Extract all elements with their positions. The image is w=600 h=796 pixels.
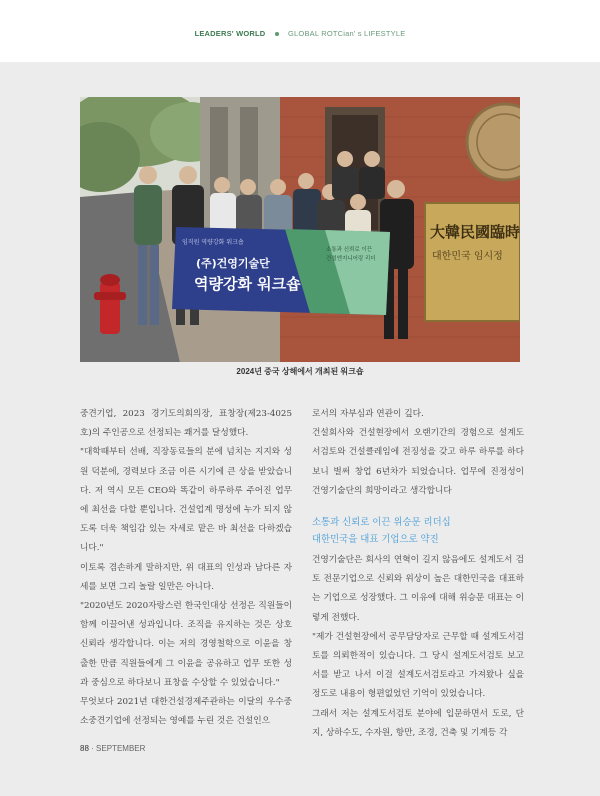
- article-column-left: [80, 405, 292, 731]
- running-header: [0, 29, 600, 38]
- paragraph: "2020년도 2020자랑스런 한국인대상 선정은 직원들이 함께 이끌어낸 성과입니다. 조직을 유지하는 것은 상호 신뢰라 생각합니다. 이는 저의 경영철학으로 이윤을 창출한 만큼 직원들에게 그 이윤을 공유하고 업무 또한 성과 중심으로 하다보니 표창을 수상할 수 있었습니다.": [80, 601, 292, 688]
- paragraph: 무엇보다 2021년 대한건설경제주관하는 이달의 우수중소중견기업에 선정되는 영예를 누린 것은 건설인으: [80, 697, 292, 727]
- paragraph: 이토록 겸손하게 말하지만, 위 대표의 인성과 남다른 자세를 보면 그리 놀랄 일만은 아니다.: [80, 562, 292, 592]
- paragraph: "대학때부터 선배, 직장동료들의 분에 넘치는 지지와 성원 덕분에, 경력보다 조금 이른 시기에 큰 상을 받았습니다. 저 역시 모든 CEO와 똑같이 하루하루 주어진 업무에 최선을 다할 뿐입니다. 건설업계 명성에 누가 되지 않도록 더욱 책임감 있는 자세로 맡은 바 최선을 다하겠습니다.": [80, 447, 292, 554]
- folio-separator: ·: [91, 744, 94, 753]
- paragraph: 건설회사와 건설현장에서 오랜기간의 경험으로 설계도서검토와 건설클레임에 전징성을 갖고 하루 하루를 하다보니 벌써 창업 6년차가 되었습니다. 업무에 진정성이 건영기술단의 희망이라고 생각합니다: [312, 428, 524, 496]
- sign-text: 大韓民國臨時: [430, 223, 520, 241]
- page-folio: [80, 744, 145, 753]
- section-subhead: [312, 514, 524, 548]
- paragraph: 중견기업, 2023 경기도의회의장, 표창장(제23-4025호)의 주인공으로 선정되는 쾌거를 달성했다.: [80, 409, 292, 439]
- banner-small: 임직원 역량강화 워크숍: [182, 239, 244, 246]
- sign-sub: 대한민국 임시정: [432, 251, 503, 262]
- banner-title: 역량강화 워크숍: [194, 275, 301, 293]
- folio-month: SEPTEMBER: [96, 744, 146, 753]
- subhead-line: 대한민국을 대표 기업으로 약진: [312, 534, 439, 546]
- banner-company: (주)건영기술단: [196, 257, 270, 270]
- paragraph: "제가 건설현장에서 공무담당자로 근무할 때 설계도서검토를 의뢰한적이 있습니다. 그 당시 설계도서검토 보고서를 받고 나서 이걸 설계도서검토라고 가져왔나 싶을 정도로 내용이 형편없었던 기억이 있었습니다.: [312, 631, 524, 700]
- subhead-line: 소통과 신뢰로 이끈 위승문 리더십: [312, 517, 451, 529]
- photo-caption: 2024년 중국 상해에서 개최된 워크숍: [236, 367, 364, 376]
- subsection-title: GLOBAL ROTCian' s LIFESTYLE: [288, 29, 406, 38]
- paragraph: 건영기술단은 회사의 연혁이 길지 않음에도 설계도서 검토 전문기업으로 신뢰와 위상이 높은 대한민국을 대표하는 기업으로 성장했다. 그 이유에 대해 위승문 대표는 이렇게 전했다.: [312, 555, 524, 623]
- banner-right-line2: 건설엔지니어링 리더: [326, 256, 376, 262]
- banner-right-line1: 소통과 신뢰로 이끈: [326, 247, 373, 253]
- group-photo: [80, 97, 520, 362]
- paragraph: 그래서 저는 설계도서검토 분야에 입문하면서 도로, 단지, 상하수도, 수자원, 항만, 조경, 건축 및 기계등 각: [312, 708, 524, 738]
- section-title: LEADERS' WORLD: [194, 29, 266, 38]
- bullet-dot-icon: [275, 32, 279, 36]
- page-number: 88: [80, 744, 89, 753]
- paragraph: 로서의 자부심과 연관이 깊다.: [312, 409, 424, 419]
- article-column-right: [312, 405, 524, 743]
